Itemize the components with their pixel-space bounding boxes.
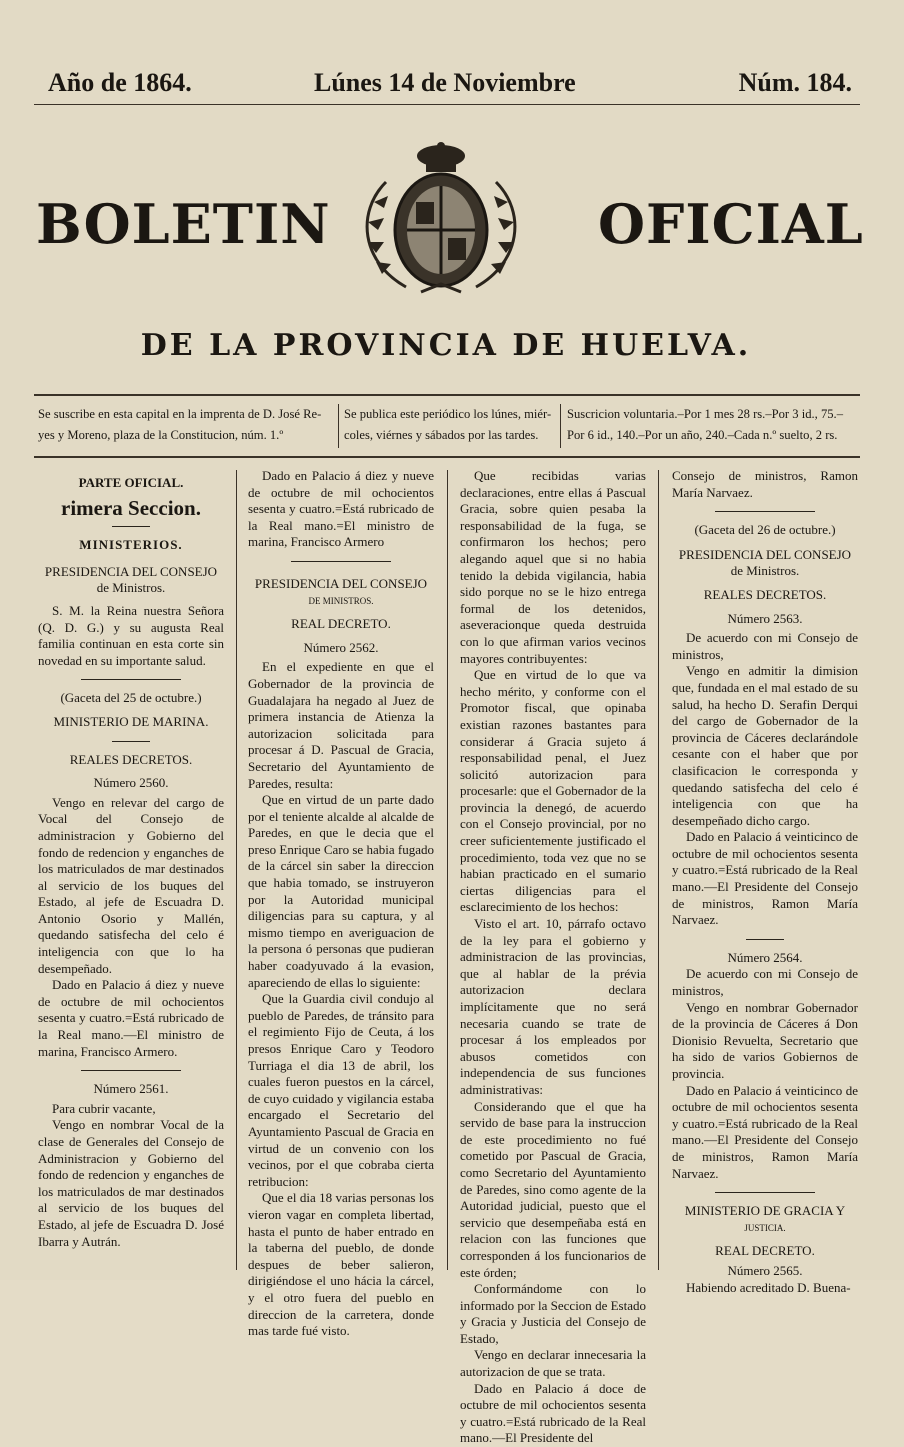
paragraph: Visto el art. 10, párrafo octavo de la ley para el gobierno y administracion de las provincias, que al hablar de la prévia autorizacion declara implícitamente que no será necesaria cuando se trate de procesar á los empleados por abusos cometidos con independencia de sus funciones administrativas: [460,916,646,1097]
ornament-rule [112,526,150,527]
paragraph: Dado en Palacio á doce de octubre de mil ochocientos sesenta y cuatro.=Está rubricado de la Real mano.—El Presidente del [460,1380,646,1446]
divider-rule [81,679,181,680]
divider-rule [746,939,784,940]
section-heading: rimera Seccion. [61,495,201,520]
paragraph: Vengo en nombrar Gobernador de la provincia de Cáceres á Don Dionisio Revuelta, Secretario que ha sido de varios Gobiernos de provincia. [672,999,858,1081]
info-line: coles, viérnes y sábados por las tardes. [344,428,539,442]
gaceta-date: (Gaceta del 26 de octubre.) [694,522,836,538]
info-schedule [344,404,556,448]
column-2 [248,468,434,1340]
decree-number: Número 2561. [93,1081,169,1097]
section-label: PARTE OFICIAL. [78,475,184,490]
presidencia-heading: PRESIDENCIA DEL CONSEJO [44,563,218,579]
issue-number: Núm. 184. [738,68,852,97]
paragraph: En el expediente en que el Gobernador de la provincia de Guadalajara ha negado al Juez de primera instancia de Atienza la autorizacion solicitada para procesar á D. Pascual de Gracia, Secretario del Ayuntamiento de Paredes, resulta: [248,659,434,791]
gaceta-date: (Gaceta del 25 de octubre.) [60,690,202,706]
ministry-subheading: JUSTICIA. [744,1222,786,1233]
column-divider [447,470,448,1270]
decree-number: Número 2565. [727,1262,803,1278]
decree-heading: REAL DECRETO. [715,1243,815,1259]
paragraph: Considerando que el que ha servido de base para la instruccion de este procedimiento no fué cometido por Pascual de Gracia, como Secretario del Ayuntamiento de Paredes, sino como agente de la Autoridad judicial, puesto que el servicio que desempeñaba está en relacion con las funciones que corresponden á los funcionarios de este órden; [460,1098,646,1280]
paragraph: Conformándome con lo informado por la Seccion de Estado y Gracia y Justicia del Consejo de Estado, [460,1281,646,1346]
ministries-heading: MINISTERIOS. [79,537,183,553]
title-left: BOLETIN [36,192,331,256]
divider-rule [112,741,150,742]
column-1 [38,468,224,1250]
paragraph: Vengo en declarar innecesaria la autorizacion de que se trata. [460,1347,646,1380]
decree-number: Número 2562. [303,639,379,655]
column-divider [658,470,659,1270]
info-prices [567,404,867,448]
issue-date: Lúnes 14 de Noviembre [314,68,576,97]
paragraph: Que recibidas varias declaraciones, entre ellas á Pascual Gracia, sobre quien pesaba la responsabilidad de la fuga, se confirmaron los hechos; pero alegando aquel que si no habia tenido la debida vigilancia, habia sido porque no se le hizo entrega formal de los detenidos, aseveracionque queda destruida con lo que afirman varios vecinos mayores contribuyentes: [460,468,646,666]
paragraph: Vengo en relevar del cargo de Vocal del Consejo de administracion y Gobierno del fondo de redencion y enganches de los matriculados de mar destinados al servicio de los buques del Estado, al jefe de Escuadra D. Antonio Osorio y Mallén, quedando satisfecha del celo é inteligencia con que lo ha desempeñado. [38,794,224,976]
column-3 [460,468,646,1447]
paragraph: Para cubrir vacante, [52,1100,156,1116]
paragraph: Que la Guardia civil condujo al pueblo de Paredes, de tránsito para el regimiento Fijo de Ceuta, á los presos Enrique Caro y Teodoro Turriaga el dia 13 de abril, los cuales fueron puestos en la cárcel, de cuyo cuidado y vigilancia estaba encargado el Secretario del Ayuntamiento Pascual de Gracia en virtud de un convenio con los vecinos, por el que cobraba cierta retribucion: [248,991,434,1189]
paragraph: S. M. la Reina nuestra Señora (Q. D. G.) y su augusta Real familia continuan en esta corte sin novedad en su importante salud. [38,602,224,668]
info-line: Se suscribe en esta capital en la imprenta de D. José Re- [38,407,322,421]
divider-rule [715,1192,815,1193]
subtitle: DE LA PROVINCIA DE HUELVA. [140,328,752,363]
column-divider [338,404,339,448]
paragraph: Dado en Palacio á diez y nueve de octubre de mil ochocientos sesenta y cuatro.=Está rubricado de la Real mano.=El ministro de marina, Francisco Armero [248,468,434,550]
info-line: yes y Moreno, plaza de la Constitucion, núm. 1.º [38,428,284,442]
ministry-heading: MINISTERIO DE GRACIA Y [684,1203,846,1219]
paragraph: Que el dia 18 varias personas los vieron vagar en completa libertad, hasta el punto de haber entrado en la taberna del pueblo, de donde despues de beber salieron, dirigiéndose el uno hácia la cárcel, y el otro fuera del pueblo en direccion de la carretera, donde mas tarde fué visto. [248,1190,434,1339]
presidencia-subheading: de Ministros. [96,580,166,596]
ministry-heading: MINISTERIO DE MARINA. [53,713,209,729]
paragraph: Que en virtud de un parte dado por el teniente alcalde al alcalde de Paredes, en que le decia que el preso Enrique Caro se habia fugado de la cárcel sin saber la direccion que habia tomado, se instruyeron por la Autoridad municipal diligencias para su captura, y al mismo tiempo en averiguacion de la persona ó personas que pudieran haber coadyuvado á la evasion, apareciendo de ellas lo siguiente: [248,792,434,990]
column-divider [236,470,237,1270]
title-right: OFICIAL [598,192,864,256]
info-subscription [38,404,334,448]
paragraph: Consejo de ministros, Ramon María Narvaez. [672,468,858,500]
decree-heading: REAL DECRETO. [291,616,391,632]
paragraph: Dado en Palacio á veinticinco de octubre de mil ochocientos sesenta y cuatro.=Está rubricado de la Real mano.—El Presidente del Consejo de ministros, Ramon María Narvaez. [672,829,858,928]
paragraph: De acuerdo con mi Consejo de ministros, [672,630,858,662]
info-line: Se publica este periódico los lúnes, miér- [344,407,552,421]
paragraph: Vengo en nombrar Vocal de la clase de Generales del Consejo de Administracion y Gobierno del fondo de redencion y enganches de los matriculados de mar destinados al servicio de los buques del Estado, al jefe de Escuadra D. José Ibarra y Autrán. [38,1117,224,1249]
info-rule-top [34,394,860,396]
info-line: Suscricion voluntaria.–Por 1 mes 28 rs.–Por 3 id., 75.– [567,407,843,421]
issue-year: Año de 1864. [48,68,192,97]
info-rule-bottom [34,456,860,458]
decree-number: Número 2564. [727,949,803,965]
decrees-heading: REALES DECRETOS. [703,586,827,602]
divider-rule [81,1070,181,1071]
info-line: Por 6 id., 140.–Por un año, 240.–Cada n.º suelto, 2 rs. [567,428,838,442]
dateline [48,68,852,102]
presidencia-subheading: DE MINISTROS. [308,595,374,606]
presidencia-heading: PRESIDENCIA DEL CONSEJO [254,575,428,591]
presidencia-heading: PRESIDENCIA DEL CONSEJO [678,546,852,562]
presidencia-subheading: de Ministros. [730,563,800,579]
paragraph: De acuerdo con mi Consejo de ministros, [672,966,858,999]
paragraph: Dado en Palacio á veinticinco de octubre de mil ochocientos sesenta y cuatro.=Está rubricado de la Real mano.—El Presidente del Consejo de ministros, Ramon María Narvaez. [672,1082,858,1181]
decree-number: Número 2563. [727,610,803,626]
divider-rule [715,511,815,512]
column-divider [560,404,561,448]
paragraph: Vengo en admitir la dimision que, fundada en el mal estado de su salud, ha hecho D. Serafin Derqui del cargo de Gobernador de la provincia de Cáceres declarándole cesante con el haber que por clasificacion le corresponda y quedando satisfecha del celo é inteligencia con que ha desempeñado dicho cargo. [672,663,858,828]
decrees-heading: REALES DECRETOS. [69,751,193,767]
paragraph: Dado en Palacio á diez y nueve de octubre de mil ochocientos sesenta y cuatro.=Está rubricado de la Real mano.—El ministro de marina, Francisco Armero. [38,977,224,1059]
top-rule [34,104,860,105]
column-4 [672,468,858,1296]
coat-of-arms-icon [346,142,536,298]
paragraph: Que en virtud de lo que va hecho mérito, y conforme con el Promotor fiscal, que opinaba existian razones bastantes para considerar á Gracia sujeto á responsabilidad penal, el Juez solicitó autorizacion para procesarle: que el Gobernador de la provincia la denegó, de acuerdo con el Consejo provincial, por no creer suficientemente justificado el procedimiento, toda vez que no se habian practicado en el sumario ciertas diligencias para el esclarecimiento de los hechos: [460,667,646,915]
decree-number: Número 2560. [93,775,169,791]
paragraph: Habiendo acreditado D. Buena- [686,1279,851,1295]
divider-rule [291,561,391,562]
